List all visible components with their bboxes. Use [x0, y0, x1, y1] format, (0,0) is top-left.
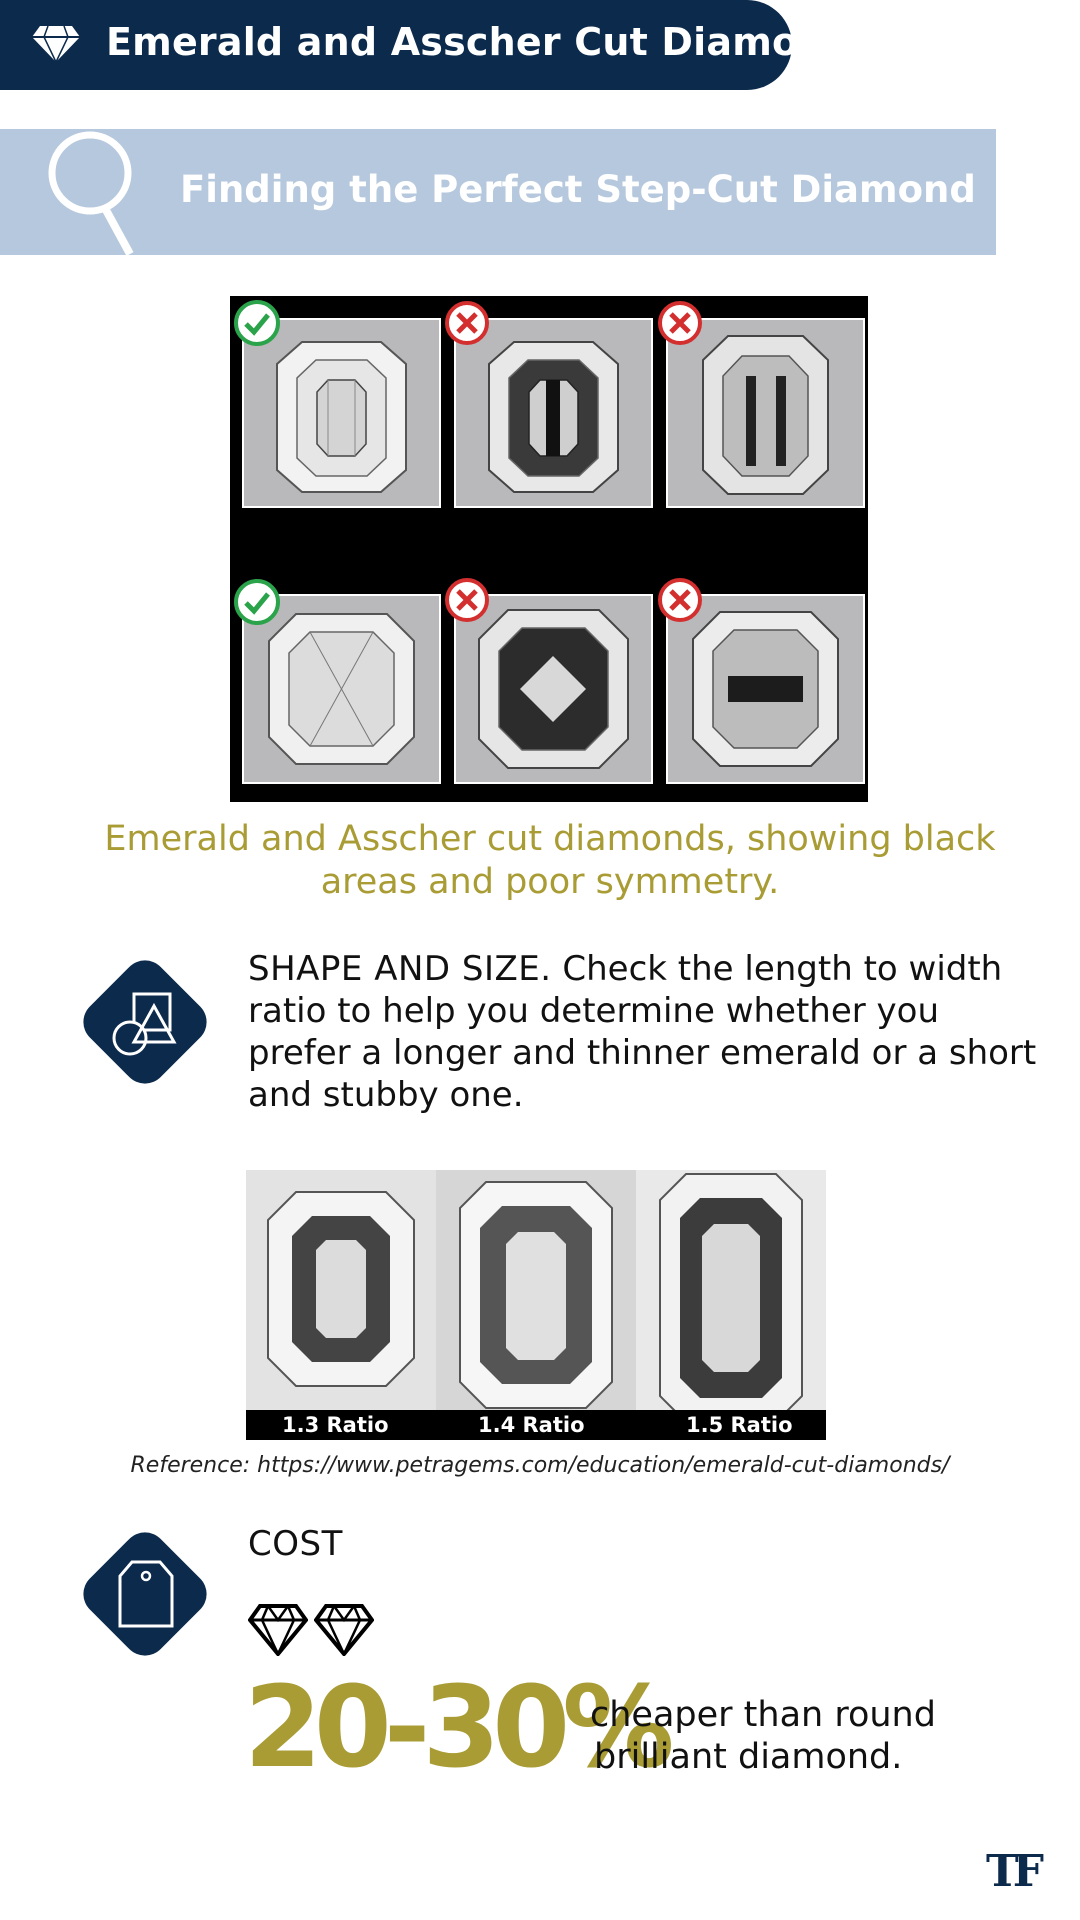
reference-link[interactable]: Reference: https://www.petragems.com/education/emerald-cut-diamonds/	[130, 1453, 950, 1478]
savings-percent: 20-30%	[244, 1663, 667, 1793]
price-tag-icon	[116, 1556, 176, 1632]
ratio-label: 1.3 Ratio	[282, 1413, 389, 1437]
shape-size-paragraph	[248, 948, 1038, 1116]
diamond-outline-icon	[314, 1604, 374, 1656]
emerald-diamond-image	[244, 320, 439, 506]
cross-icon	[656, 576, 704, 624]
shape-size-body: Check the length to width ratio to help you determine whether you prefer a longer and thinner emerald or a short and stubby one.	[248, 949, 1037, 1115]
check-icon	[233, 299, 281, 347]
emerald-diamond-image	[668, 320, 863, 506]
brand-logo-icon: TF	[986, 1846, 1038, 1897]
cost-heading: COST	[248, 1524, 343, 1564]
diamond-outline-icon	[248, 1604, 308, 1656]
magnifier-icon	[48, 128, 138, 256]
shapes-icon	[108, 986, 184, 1062]
savings-description	[590, 1694, 936, 1778]
ratio-diamonds-image	[246, 1170, 826, 1440]
ratio-label: 1.5 Ratio	[686, 1413, 793, 1437]
ratio-label: 1.4 Ratio	[478, 1413, 585, 1437]
ratio-comparison-image	[246, 1170, 826, 1440]
cross-icon	[443, 576, 491, 624]
page-title: Emerald and Asscher Cut Diamond	[106, 20, 853, 64]
savings-line-1: cheaper than round	[590, 1695, 936, 1735]
ratio-label-bar	[246, 1410, 826, 1440]
cross-icon	[656, 299, 704, 347]
comparison-grid	[230, 296, 868, 802]
cross-icon	[443, 299, 491, 347]
savings-line-2: brilliant diamond.	[594, 1737, 903, 1777]
subtitle: Finding the Perfect Step-Cut Diamond	[180, 168, 976, 211]
shape-size-heading: SHAPE AND SIZE.	[248, 949, 552, 989]
emerald-diamond-image	[456, 320, 651, 506]
grid-caption: Emerald and Asscher cut diamonds, showing black areas and poor symmetry.	[104, 819, 996, 902]
diamond-icon	[30, 24, 82, 64]
check-icon	[233, 578, 281, 626]
